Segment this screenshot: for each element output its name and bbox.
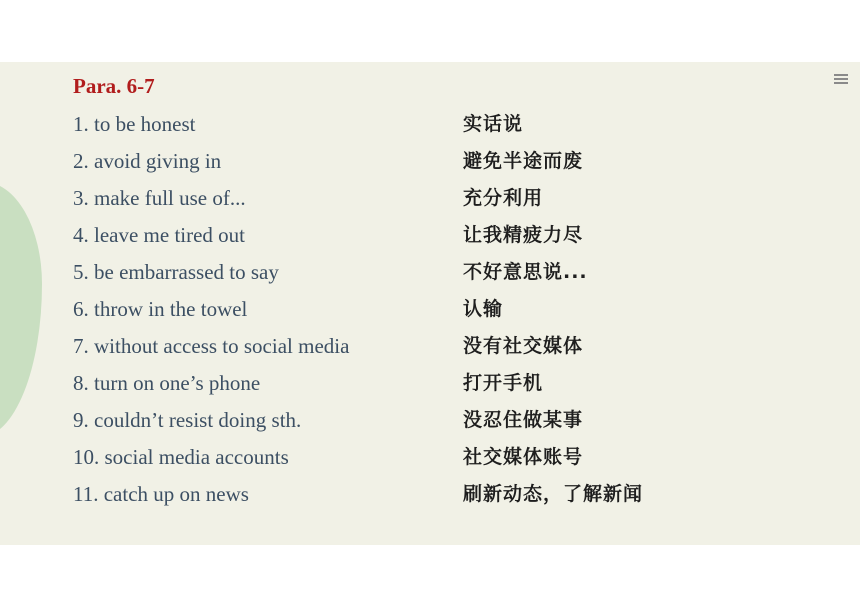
phrase-row [73,147,643,184]
phrase-list [73,110,643,517]
phrase-row [73,258,643,295]
phrase-row [73,406,643,443]
chinese-translation: 没忍住做某事 [463,409,584,431]
english-phrase: 5. be embarrassed to say [73,260,279,284]
english-phrase: 11. catch up on news [73,482,249,506]
phrase-row [73,295,643,332]
chinese-translation: 认输 [463,298,504,320]
chinese-translation: 让我精疲力尽 [463,224,584,246]
menu-icon-bar [834,74,848,76]
chinese-translation: 不好意思说... [463,261,588,283]
slide-title: Para. 6-7 [73,74,155,98]
english-phrase: 6. throw in the towel [73,297,248,321]
phrase-row [73,369,643,406]
english-phrase: 10. social media accounts [73,445,289,469]
english-phrase: 1. to be honest [73,112,196,136]
phrase-row [73,110,643,147]
english-phrase: 3. make full use of... [73,186,246,210]
decorative-blob [0,182,42,437]
phrase-row [73,480,643,517]
slide [0,62,860,545]
phrase-row [73,443,643,480]
chinese-translation: 充分利用 [463,187,544,209]
english-phrase: 9. couldn’t resist doing sth. [73,408,302,432]
chinese-translation: 社交媒体账号 [463,446,584,468]
menu-icon-bar [834,82,848,84]
chinese-translation: 避免半途而废 [463,150,584,172]
phrase-row [73,221,643,258]
chinese-translation: 实话说 [463,113,524,135]
phrase-row [73,332,643,369]
phrase-row [73,184,643,221]
english-phrase: 7. without access to social media [73,334,350,358]
english-phrase: 4. leave me tired out [73,223,246,247]
chinese-translation: 没有社交媒体 [463,335,584,357]
english-phrase: 8. turn on one’s phone [73,371,261,395]
chinese-translation: 刷新动态，了解新闻 [463,483,644,505]
hamburger-menu-icon[interactable] [834,74,848,85]
english-phrase: 2. avoid giving in [73,149,222,173]
menu-icon-bar [834,78,848,80]
chinese-translation: 打开手机 [463,372,544,394]
